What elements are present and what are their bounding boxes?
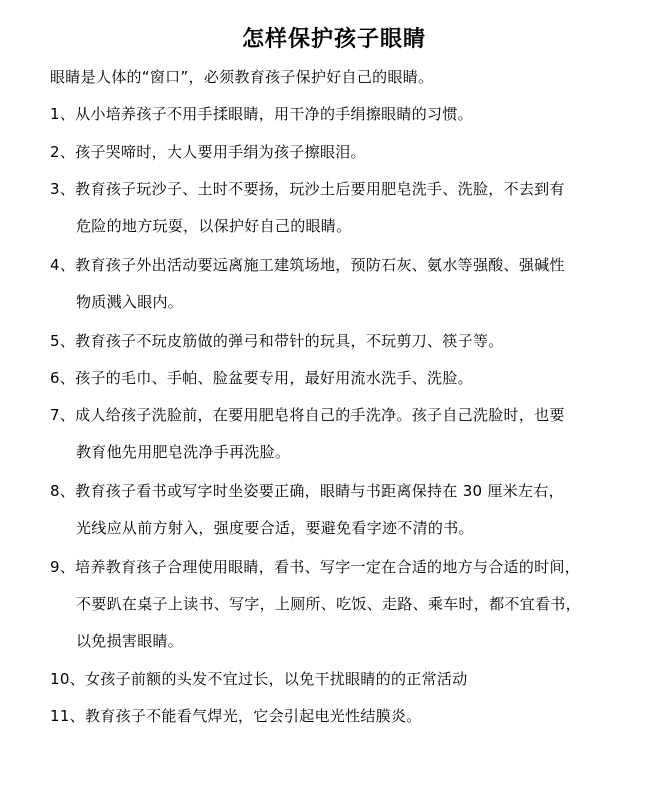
intro-paragraph: 眼睛是人体的“窗口”，必须教育孩子保护好自己的眼睛。: [50, 68, 434, 86]
item-7-continuation: 教育他先用肥皂洗净手再洗脸。: [76, 443, 291, 461]
item-3-continuation: 危险的地方玩耍，以保护好自己的眼睛。: [76, 217, 352, 235]
item-9: 9、培养教育孩子合理使用眼睛，看书、写字一定在合适的地方与合适的时间，: [50, 558, 581, 576]
item-9-continuation-2: 以免损害眼睛。: [76, 632, 184, 650]
item-11: 11、教育孩子不能看气焊光，它会引起电光性结膜炎。: [50, 707, 422, 725]
item-10: 10、女孩子前额的头发不宜过长，以免干扰眼睛的的正常活动: [50, 670, 468, 688]
item-5: 5、教育孩子不玩皮筋做的弹弓和带针的玩具，不玩剪刀、筷子等。: [50, 332, 504, 350]
item-9-continuation-1: 不要趴在桌子上读书、写字，上厕所、吃饭、走路、乘车时，都不宜看书，: [76, 595, 581, 613]
item-1: 1、从小培养孩子不用手揉眼睛，用干净的手绢擦眼睛的习惯。: [50, 105, 473, 123]
item-7: 7、成人给孩子洗脸前，在要用肥皂将自己的手洗净。孩子自己洗脸时，也要: [50, 406, 565, 424]
item-8: 8、教育孩子看书或写字时坐姿要正确，眼睛与书距离保持在 30 厘米左右，: [50, 482, 564, 500]
item-4: 4、教育孩子外出活动要远离施工建筑场地，预防石灰、氨水等强酸、强碱性: [50, 256, 565, 274]
item-3: 3、教育孩子玩沙子、土时不要扬，玩沙土后要用肥皂洗手、洗脸，不去到有: [50, 180, 565, 198]
item-2: 2、孩子哭啼时，大人要用手绢为孩子擦眼泪。: [50, 143, 366, 161]
item-4-continuation: 物质溅入眼内。: [76, 293, 184, 311]
item-6: 6、孩子的毛巾、手帕、脸盆要专用，最好用流水洗手、洗脸。: [50, 369, 473, 387]
item-8-continuation: 光线应从前方射入，强度要合适，要避免看字迹不清的书。: [76, 519, 474, 537]
document-title: 怎样保护孩子眼睛: [241, 26, 426, 52]
